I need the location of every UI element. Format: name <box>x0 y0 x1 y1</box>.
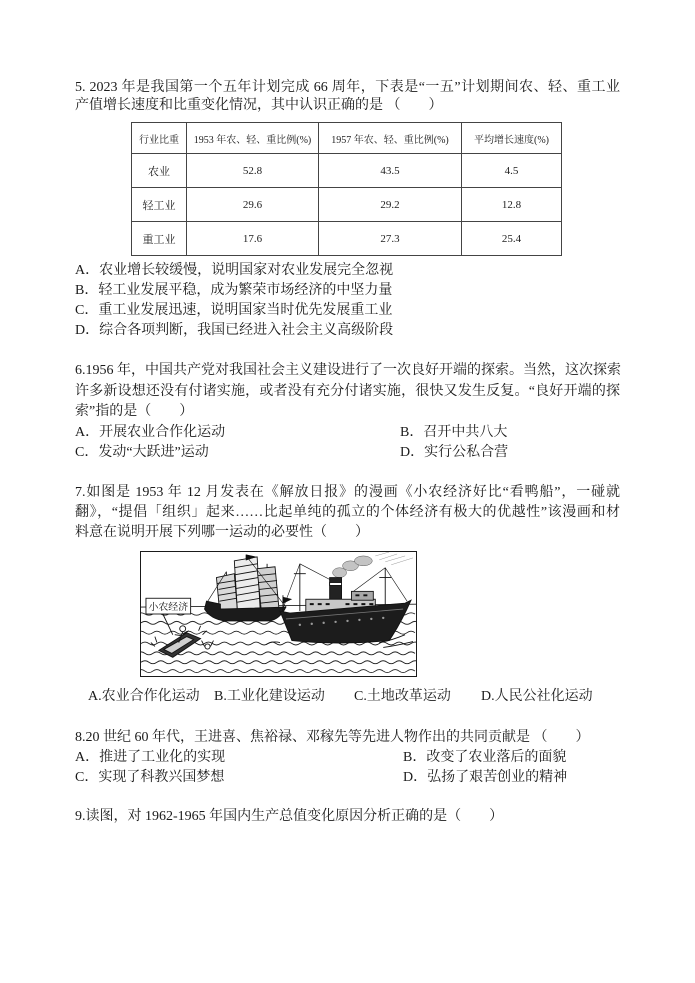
swimmer-figure-head <box>205 644 210 649</box>
table-row-label: 重工业 <box>132 222 187 256</box>
label-text: 小农经济 <box>148 602 189 614</box>
q6-option-c: C．发动“大跃进”运动 <box>75 445 209 460</box>
q5-stem-line-1: 5. 2023 年是我国第一个五年计划完成 66 周年，下表是“一五”计划期间农、轻、重工业 <box>75 80 620 95</box>
steamship <box>266 556 413 648</box>
q8-option-a: A．推进了工业化的实现 <box>75 750 226 765</box>
q8-option-d: D．弘扬了艰苦创业的精神 <box>403 770 568 785</box>
table-row-label: 农业 <box>132 154 187 188</box>
porthole <box>382 617 384 619</box>
q5-option-a: A．农业增长较缓慢，说明国家对农业发展完全忽视 <box>75 263 394 278</box>
ship-bridge <box>351 591 373 600</box>
q5-option-b: B．轻工业发展平稳，成为繁荣市场经济的中坚力量 <box>75 283 393 298</box>
q7-stem-line-1: 7.如图是 1953 年 12 月发表在《解放日报》的漫画《小农经济好比“看鸭船”，一碰就 <box>75 485 620 500</box>
q7-option-a: A.农业合作化运动 <box>88 689 200 704</box>
table-cell: 17.6 <box>187 222 319 256</box>
table-header-cell: 行业比重 <box>132 123 187 154</box>
sky-hatch-line <box>375 552 413 565</box>
q7-option-b: B.工业化建设运动 <box>214 689 325 704</box>
junk-sailboat <box>205 555 286 621</box>
porthole <box>346 620 348 622</box>
table-row-label: 轻工业 <box>132 188 187 222</box>
porthole <box>370 618 372 620</box>
table-cell: 27.3 <box>319 222 462 256</box>
q5-option-d: D．综合各项判断，我国已经进入社会主义高级阶段 <box>75 323 394 338</box>
q6-stem-line-1: 6.1956 年，中国共产党对我国社会主义建设进行了一次良好开端的探索。当然，这次探索 <box>75 363 621 378</box>
q6-option-b: B．召开中共八大 <box>400 425 508 440</box>
cartoon-illustration <box>141 552 416 676</box>
table-row <box>132 222 562 256</box>
junk-sail <box>234 557 260 609</box>
table-cell: 29.2 <box>319 188 462 222</box>
q7-option-c: C.土地改革运动 <box>354 689 451 704</box>
cartoon-figure <box>140 551 417 677</box>
q7-stem-line-3: 料意在说明开展下列哪一运动的必要性（ ） <box>75 525 369 540</box>
porthole <box>358 619 360 621</box>
q6-stem-line-3: 索”指的是（ ） <box>75 404 194 419</box>
table-cell: 43.5 <box>319 154 462 188</box>
q6-option-a: A．开展农业合作化运动 <box>75 425 226 440</box>
sea-wave <box>141 661 416 664</box>
table-cell: 25.4 <box>462 222 562 256</box>
q6-stem-line-2: 许多新设想还没有付诸实施，或者没有充分付诸实施，很快又发生反复。“良好开端的探 <box>75 384 620 399</box>
q9-stem-line-1: 9.读图，对 1962-1965 年国内生产总值变化原因分析正确的是（ ） <box>75 809 504 824</box>
ship-smoke <box>333 556 373 578</box>
table-cell: 4.5 <box>462 154 562 188</box>
ship-stern-flag <box>283 597 291 603</box>
sea-wave <box>141 652 415 655</box>
smoke-puff <box>354 556 372 566</box>
table-cell: 29.6 <box>187 188 319 222</box>
q8-option-c: C．实现了科教兴国梦想 <box>75 770 225 785</box>
q6-option-d: D．实行公私合营 <box>400 445 509 460</box>
table-header-row <box>132 123 562 154</box>
q5-stem-line-2: 产值增长速度和比重变化情况，其中认识正确的是 （ ） <box>75 98 443 113</box>
farmer-figure-head <box>180 626 186 632</box>
table-cell: 52.8 <box>187 154 319 188</box>
sky-hatching <box>375 552 413 565</box>
q7-stem-line-2: 翻》，“提倡「组织」起来……比起单纯的孤立的个体经济有极大的优越性”该漫画和材 <box>75 505 620 520</box>
table-header-cell: 平均增长速度(%) <box>462 123 562 154</box>
q5-data-table <box>131 122 562 256</box>
table-row <box>132 154 562 188</box>
table-cell: 12.8 <box>462 188 562 222</box>
label-pointer-line <box>163 614 173 635</box>
q8-stem-line-1: 8.20 世纪 60 年代，王进喜、焦裕禄、邓稼先等先进人物作出的共同贡献是 （ ） <box>75 730 590 745</box>
porthole <box>311 623 313 625</box>
q5-option-c: C．重工业发展迅速，说明国家当时优先发展重工业 <box>75 303 393 318</box>
porthole <box>322 622 324 624</box>
porthole <box>334 621 336 623</box>
porthole <box>299 624 301 626</box>
table-header-cell: 1957 年农、轻、重比例(%) <box>319 123 462 154</box>
table-header-cell: 1953 年农、轻、重比例(%) <box>187 123 319 154</box>
ship-funnel <box>330 578 342 602</box>
ship-funnel-band <box>330 583 342 586</box>
q7-option-d: D.人民公社化运动 <box>481 689 593 704</box>
q8-option-b: B．改变了农业落后的面貌 <box>403 750 567 765</box>
sea-wave <box>141 670 415 673</box>
table-row <box>132 188 562 222</box>
